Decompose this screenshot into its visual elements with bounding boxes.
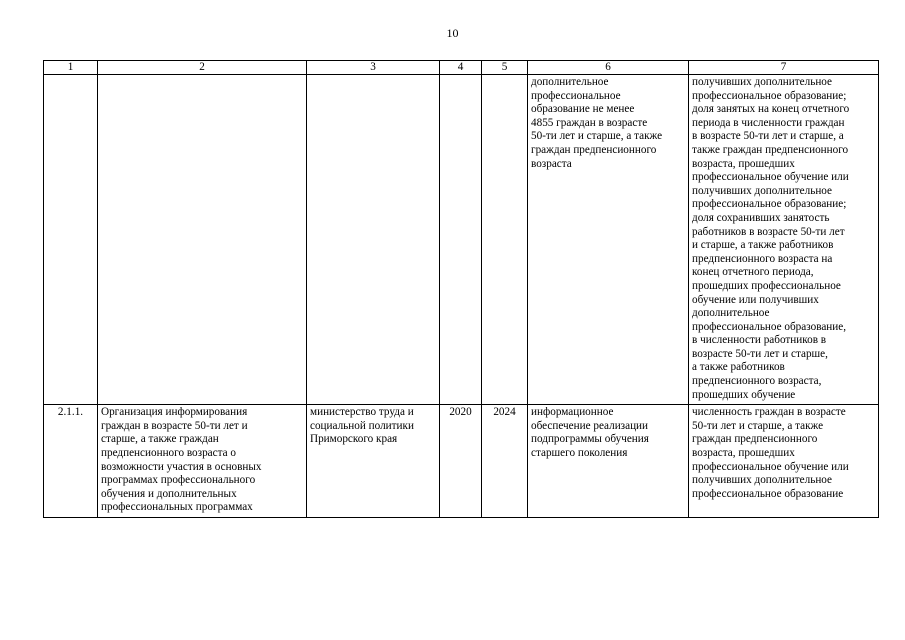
header-col-7: 7 [689, 61, 879, 75]
activity-cell: Организация информирования граждан в возрасте 50-ти лет и старше, а также граждан предпенсионного возраста о возможности участия в основных программах профессионального обучения и дополнительных профессиональных программах [98, 405, 307, 518]
header-col-1: 1 [44, 61, 98, 75]
start-year-cell [440, 75, 482, 405]
header-col-3: 3 [307, 61, 440, 75]
row-number-cell: 2.1.1. [44, 405, 98, 518]
expected-result-cell: дополнительное профессиональное образование не менее 4855 граждан в возрасте 50-ти лет и старше, а также граждан предпенсионного возраста [528, 75, 689, 405]
table-row [44, 75, 879, 405]
page-number: 10 [446, 26, 459, 40]
indicator-cell: получивших дополнительное профессиональное образование; доля занятых на конец отчетного периода в численности граждан в возрасте 50-ти лет и старше, а также граждан предпенсионного возраста, прошедших профессиональное обучение или получивших дополнительное профессиональное образование; доля сохранивших занятость работников в возрасте 50-ти лет и старше, а также работников предпенсионного возраста на конец отчетного периода, прошедших профессиональное обучение или получивших дополнительное профессиональное образование, в численности работников в возрасте 50-ти лет и старше, а также работников предпенсионного возраста, прошедших обучение [689, 75, 879, 405]
row-number-cell [44, 75, 98, 405]
header-col-2: 2 [98, 61, 307, 75]
table-row [44, 405, 879, 518]
end-year-cell: 2024 [482, 405, 528, 518]
executor-cell [307, 75, 440, 405]
activity-cell [98, 75, 307, 405]
header-col-4: 4 [440, 61, 482, 75]
indicator-cell: численность граждан в возрасте 50-ти лет и старше, а также граждан предпенсионного возраста, прошедших профессиональное обучение или получивших дополнительное профессиональное образование [689, 405, 879, 518]
expected-result-cell: информационное обеспечение реализации подпрограммы обучения старшего поколения [528, 405, 689, 518]
start-year-cell: 2020 [440, 405, 482, 518]
executor-cell: министерство труда и социальной политики Приморского края [307, 405, 440, 518]
header-col-6: 6 [528, 61, 689, 75]
header-col-5: 5 [482, 61, 528, 75]
end-year-cell [482, 75, 528, 405]
program-table [43, 60, 879, 518]
header-row [44, 61, 879, 75]
